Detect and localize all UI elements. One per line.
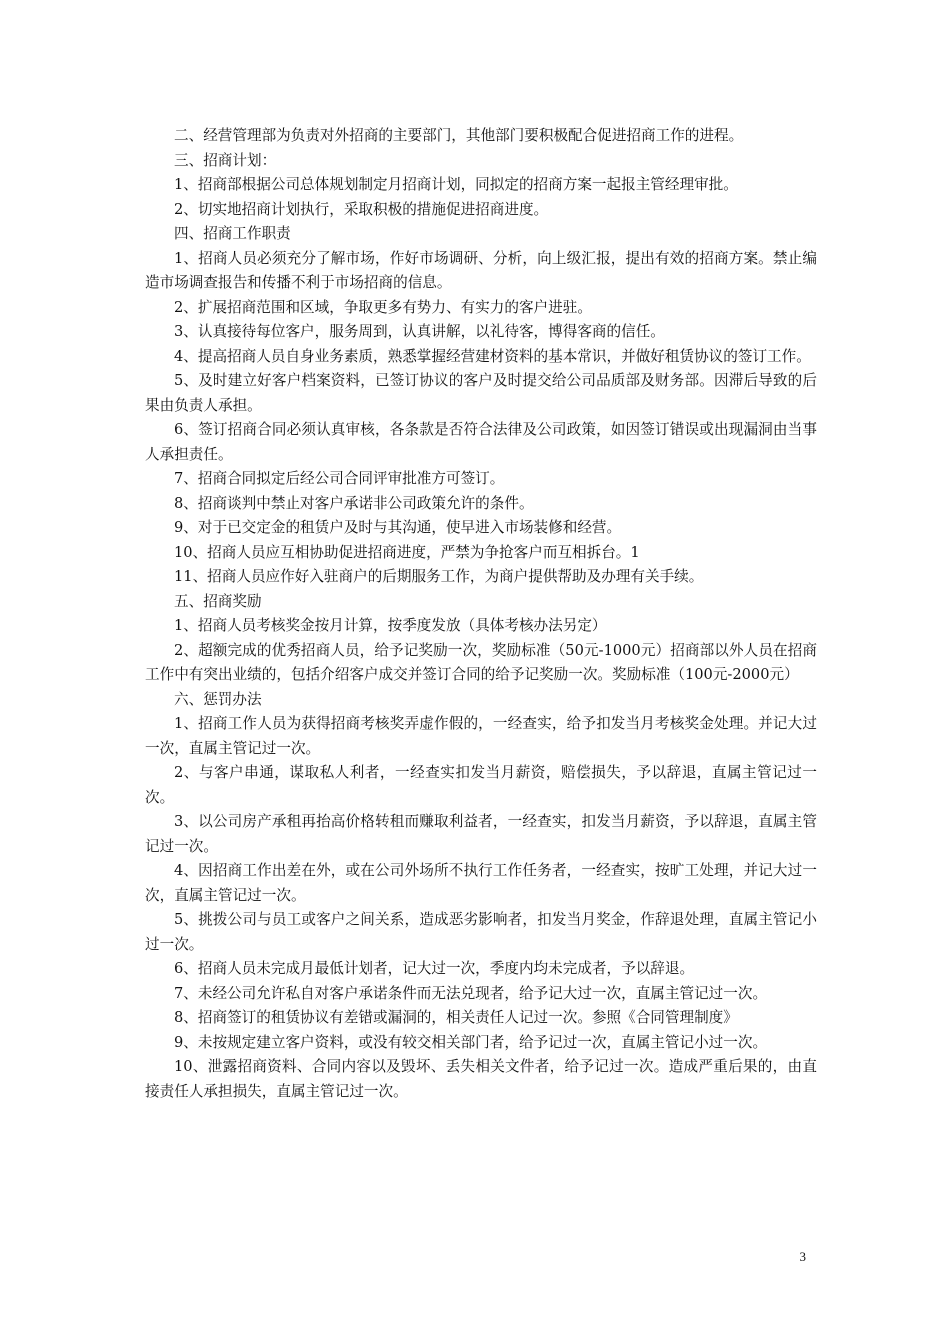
- paragraph: 1、招商人员必须充分了解市场，作好市场调研、分析，向上级汇报，提出有效的招商方案。禁止编造市场调查报告和传播不利于市场招商的信息。: [145, 249, 817, 291]
- paragraph: 11、招商人员应作好入驻商户的后期服务工作，为商户提供帮助及办理有关手续。: [174, 568, 704, 585]
- paragraph: 7、未经公司允许私自对客户承诺条件而无法兑现者，给予记大过一次，直属主管记过一次。: [174, 984, 768, 1002]
- document-body: [145, 124, 817, 1104]
- paragraph: 7、招商合同拟定后经公司合同评审批准方可签订。: [174, 470, 505, 487]
- paragraph: 6、招商人员未完成月最低计划者，记大过一次，季度内均未完成者，予以辞退。: [174, 960, 695, 977]
- section-heading: 三、招商计划：: [174, 151, 277, 169]
- paragraph: 8、招商签订的租赁协议有差错或漏洞的，相关责任人记过一次。参照《合同管理制度》: [174, 1009, 738, 1026]
- section-heading: 四、招商工作职责: [174, 225, 291, 242]
- section-heading: 六、惩罚办法: [174, 690, 262, 708]
- paragraph: 10、招商人员应互相协助促进招商进度，严禁为争抢客户而互相拆台。1: [174, 543, 640, 561]
- section-heading: 五、招商奖励: [174, 592, 262, 610]
- paragraph: 1、招商部根据公司总体规划制定月招商计划，同拟定的招商方案一起报主管经理审批。: [174, 176, 738, 193]
- paragraph: 9、未按规定建立客户资料，或没有较交相关部门者，给予记过一次，直属主管记小过一次。: [174, 1033, 768, 1051]
- paragraph: 3、认真接待每位客户，服务周到，认真讲解，以礼待客，博得客商的信任。: [174, 323, 665, 340]
- paragraph: 5、挑拨公司与员工或客户之间关系，造成恶劣影响者，扣发当月奖金，作辞退处理，直属主管记小过一次。: [145, 911, 817, 953]
- paragraph: 6、签订招商合同必须认真审核，各条款是否符合法律及公司政策，如因签订错误或出现漏洞由当事人承担责任。: [145, 421, 817, 463]
- paragraph: 1、招商人员考核奖金按月计算，按季度发放（具体考核办法另定）: [174, 617, 607, 634]
- paragraph: 二、经营管理部为负责对外招商的主要部门，其他部门要积极配合促进招商工作的进程。: [174, 127, 744, 144]
- paragraph: 2、切实地招商计划执行，采取积极的措施促进招商进度。: [174, 200, 549, 218]
- paragraph: 5、及时建立好客户档案资料，已签订协议的客户及时提交给公司品质部及财务部。因滞后导致的后果由负责人承担。: [145, 372, 817, 414]
- paragraph: 2、扩展招商范围和区域，争取更多有势力、有实力的客户进驻。: [174, 298, 592, 316]
- paragraph: 4、因招商工作出差在外，或在公司外场所不执行工作任务者，一经查实，按旷工处理，并记大过一次，直属主管记过一次。: [145, 862, 817, 904]
- paragraph: 9、对于已交定金的租赁户及时与其沟通，使早进入市场装修和经营。: [174, 519, 622, 536]
- page-number: 3: [799, 1249, 806, 1264]
- paragraph: 10、泄露招商资料、合同内容以及毁坏、丢失相关文件者，给予记过一次。造成严重后果的，由直接责任人承担损失，直属主管记过一次。: [145, 1058, 817, 1100]
- paragraph: 2、与客户串通，谋取私人利者，一经查实扣发当月薪资，赔偿损失，予以辞退，直属主管记过一次。: [145, 764, 817, 806]
- paragraph: 2、超额完成的优秀招商人员，给予记奖励一次，奖励标准（50元-1000元）招商部以外人员在招商工作中有突出业绩的，包括介绍客户成交并签订合同的给予记奖励一次。奖励标准（100元-2000元）: [145, 641, 817, 683]
- paragraph: 4、提高招商人员自身业务素质，熟悉掌握经营建材资料的基本常识，并做好租赁协议的签订工作。: [174, 347, 811, 365]
- paragraph: 8、招商谈判中禁止对客户承诺非公司政策允许的条件。: [174, 494, 534, 512]
- paragraph: 3、以公司房产承租再抬高价格转租而赚取利益者，一经查实，扣发当月薪资，予以辞退，直属主管记过一次。: [145, 813, 817, 855]
- paragraph: 1、招商工作人员为获得招商考核奖弄虚作假的，一经查实，给予扣发当月考核奖金处理。并记大过一次，直属主管记过一次。: [145, 715, 817, 757]
